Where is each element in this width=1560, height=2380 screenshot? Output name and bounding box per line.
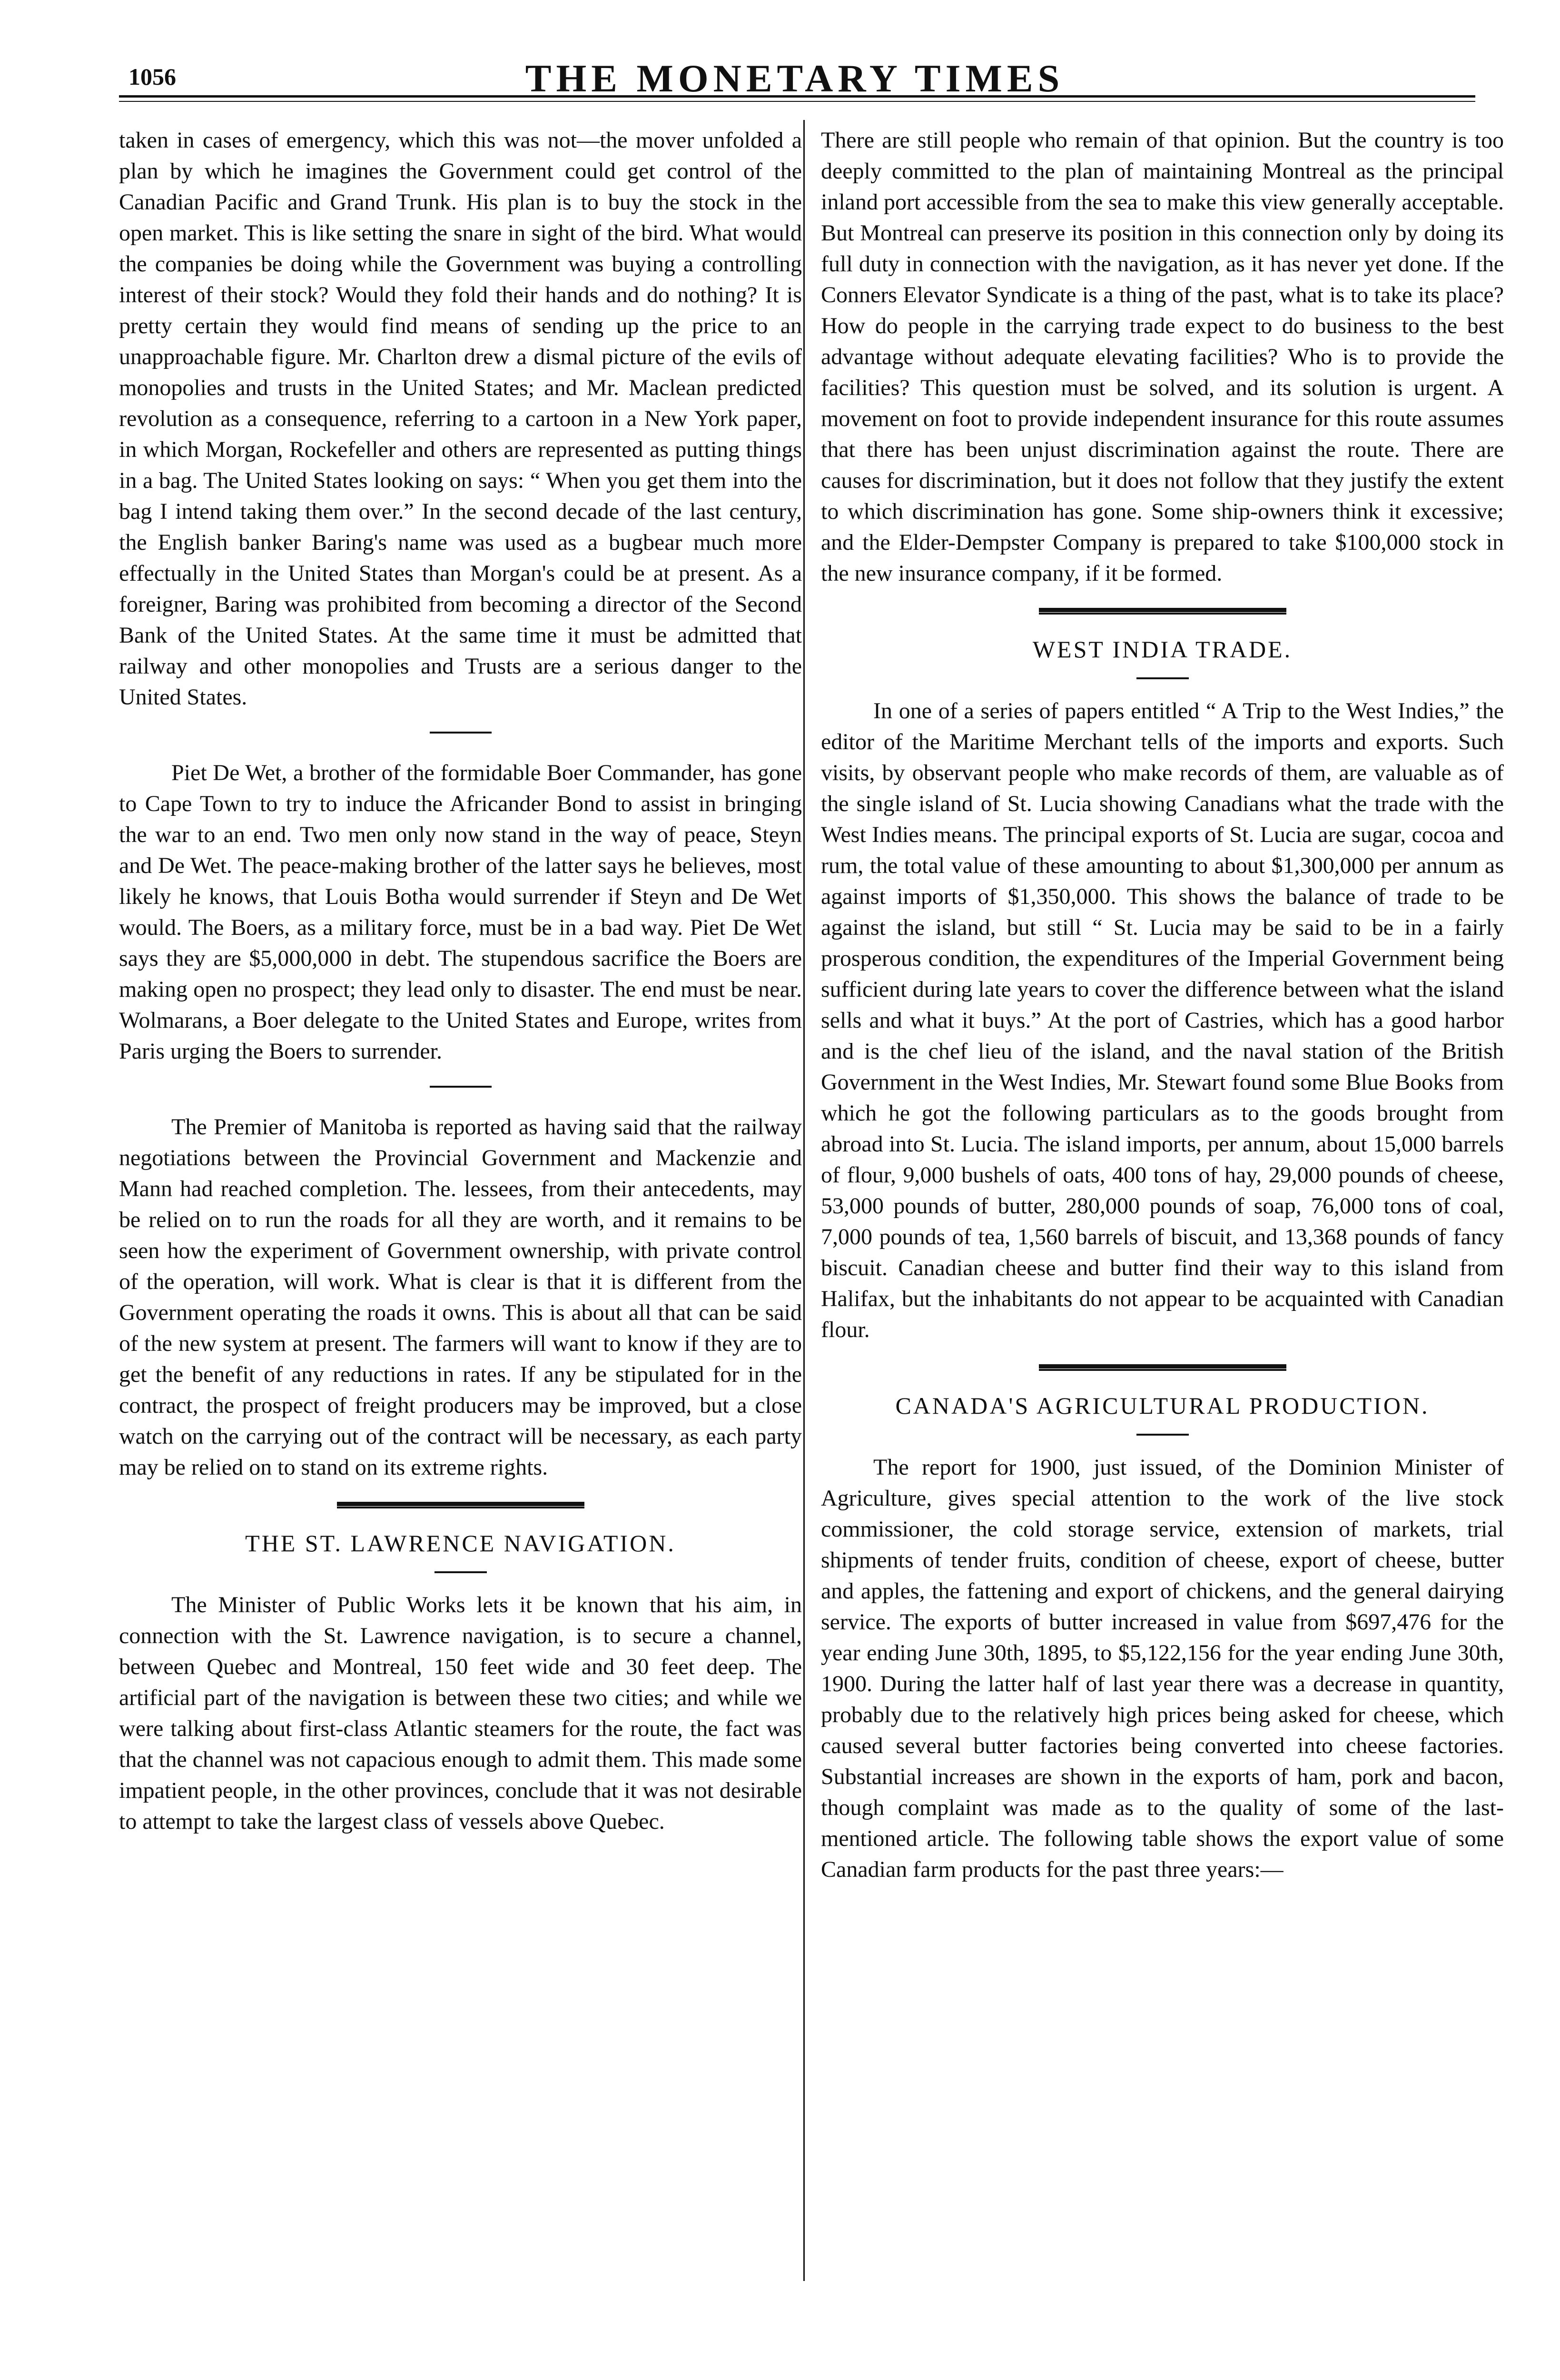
section-heading: THE ST. LAWRENCE NAVIGATION. [245,1530,676,1557]
right-column [821,125,1504,1885]
section-rule [430,1086,492,1088]
page-number: 1056 [128,63,176,90]
heading-rule [1136,677,1189,679]
heavy-section-rule [1039,608,1286,615]
article-paragraph: In one of a series of papers entitled “ A Trip to the West Indies,” the editor of the Maritime Merchant tells of the imports and exports. Such visits, by observant people who make records of them, are valuable as of the single island of St. Lucia showing Canadians what the trade with the West Indies means. The principal exports of St. Lucia are sugar, cocoa and rum, the total value of these amounting to about $1,300,000 per annum as against imports of $1,350,000. This shows the balance of trade to be against the island, but still “ St. Lucia may be said to be in a fairly prosperous condition, the expenditures of the Imperial Government being sufficient during late years to cover the difference between what the island sells and what it buys.” At the port of Castries, which has a good harbor and is the chef lieu of the island, and the naval station of the British Government in the West Indies, Mr. Stewart found some Blue Books from which he got the following particulars as to the goods brought from abroad into St. Lucia. The island imports, per annum, about 15,000 barrels of flour, 9,000 bushels of oats, 400 tons of hay, 29,000 pounds of cheese, 53,000 pounds of butter, 280,000 pounds of soap, 76,000 tons of coal, 7,000 pounds of tea, 1,560 barrels of biscuit, and 13,368 pounds of fancy biscuit. Canadian cheese and butter find their way to this island from Halifax, but the inhabitants do not appear to be acquainted with Canadian flour. [821,698,1504,1342]
article-paragraph: The Premier of Manitoba is reported as having said that the railway negotiations between the Provincial Government and Mackenzie and Mann had reached completion. The. lessees, from their antecedents, may be relied on to run the roads for all they are worth, and it remains to be seen how the experiment of Government ownership, with private control of the operation, will work. What is clear is that it is different from the Government operating the roads it owns. This is about all that can be said of the new system at present. The farmers will want to know if they are to get the benefit of any reductions in rates. If any be stipulated for in the contract, the prospect of freight producers may be improved, but a close watch on the carrying out of the contract will be necessary, as each party may be relied on to stand on its extreme rights. [119,1114,802,1480]
section-heading: CANADA'S AGRICULTURAL PRODUCTION. [895,1392,1430,1419]
column-divider [803,120,805,2281]
article-paragraph: Piet De Wet, a brother of the formidable Boer Commander, has gone to Cape Town to try to induce the Africander Bond to assist in bringing the war to an end. Two men only now stand in the way of peace, Steyn and De Wet. The peace-making brother of the latter says he believes, most likely he knows, that Louis Botha would surrender if Steyn and De Wet would. The Boers, as a military force, must be in a bad way. Piet De Wet says they are $5,000,000 in debt. The stupendous sacrifice the Boers are making open no prospect; they lead only to disaster. The end must be near. Wolmarans, a Boer delegate to the United States and Europe, writes from Paris urging the Boers to surrender. [119,760,802,1064]
masthead-rule [119,95,1475,102]
heavy-section-rule [1039,1364,1286,1371]
section-heading: WEST INDIA TRADE. [1032,636,1293,663]
heading-rule [434,1571,487,1573]
article-paragraph: The Minister of Public Works lets it be known that his aim, in connection with the St. Lawrence navigation, is to secure a channel, between Quebec and Montreal, 150 feet wide and 30 feet deep. The artificial part of the navigation is between these two cities; and while we were talking about first-class Atlantic steamers for the route, the fact was that the channel was not capacious enough to admit them. This made some impatient people, in the other provinces, conclude that it was not desirable to attempt to take the largest class of vessels above Quebec. [119,1592,802,1834]
section-rule [430,732,492,734]
heavy-section-rule [337,1502,584,1508]
journal-title: THE MONETARY TIMES [525,57,1065,100]
article-paragraph: taken in cases of emergency, which this was not—the mover unfolded a plan by which he imagines the Government could get control of the Canadian Pacific and Grand Trunk. His plan is to buy the stock in the open market. This is like setting the snare in sight of the bird. What would the companies be doing while the Government was buying a controlling interest of their stock? Would they fold their hands and do nothing? It is pretty certain they would find means of sending up the price to an unapproachable figure. Mr. Charlton drew a dismal picture of the evils of monopolies and trusts in the United States; and Mr. Maclean predicted revolution as a consequence, referring to a cartoon in a New York paper, in which Morgan, Rockefeller and others are represented as putting things in a bag. The United States looking on says: “ When you get them into the bag I intend taking them over.” In the second decade of the last century, the English banker Baring's name was used as a bugbear much more effectually in the United States than Morgan's could be at present. As a foreigner, Baring was prohibited from becoming a director of the Second Bank of the United States. At the same time it must be admitted that railway and other monopolies and Trusts are a serious danger to the United States. [119,128,802,710]
article-paragraph: There are still people who remain of that opinion. But the country is too deeply committed to the plan of maintaining Montreal as the principal inland port accessible from the sea to make this view generally acceptable. But Montreal can preserve its position in this connection only by doing its full duty in connection with the navigation, as it has never yet done. If the Conners Elevator Syndicate is a thing of the past, what is to take its place? How do people in the carrying trade expect to do business to the best advantage without adequate elevating facilities? Who is to provide the facilities? This question must be solved, and its solution is urgent. A movement on foot to provide independent insurance for this route assumes that there has been unjust discrimination against the route. There are causes for discrimination, but it does not follow that they justify the extent to which discrimination has gone. Some ship-owners think it excessive; and the Elder-Dempster Company is prepared to take $100,000 stock in the new insurance company, if it be formed. [821,128,1504,586]
left-column [119,125,802,1837]
article-paragraph: The report for 1900, just issued, of the Dominion Minister of Agriculture, gives special attention to the work of the live stock commissioner, the cold storage service, extension of markets, trial shipments of tender fruits, condition of cheese, export of cheese, butter and apples, the fattening and export of chickens, and the general dairying service. The exports of butter increased in value from $697,476 for the year ending June 30th, 1895, to $5,122,156 for the year ending June 30th, 1900. During the latter half of last year there was a decrease in quantity, probably due to the relatively high prices being asked for cheese, which caused several butter factories being converted into cheese factories. Substantial increases are shown in the exports of ham, pork and bacon, though complaint was made as to the quality of some of the last-mentioned article. The following table shows the export value of some Canadian farm products for the past three years:— [821,1455,1504,1882]
heading-rule [1136,1434,1189,1436]
